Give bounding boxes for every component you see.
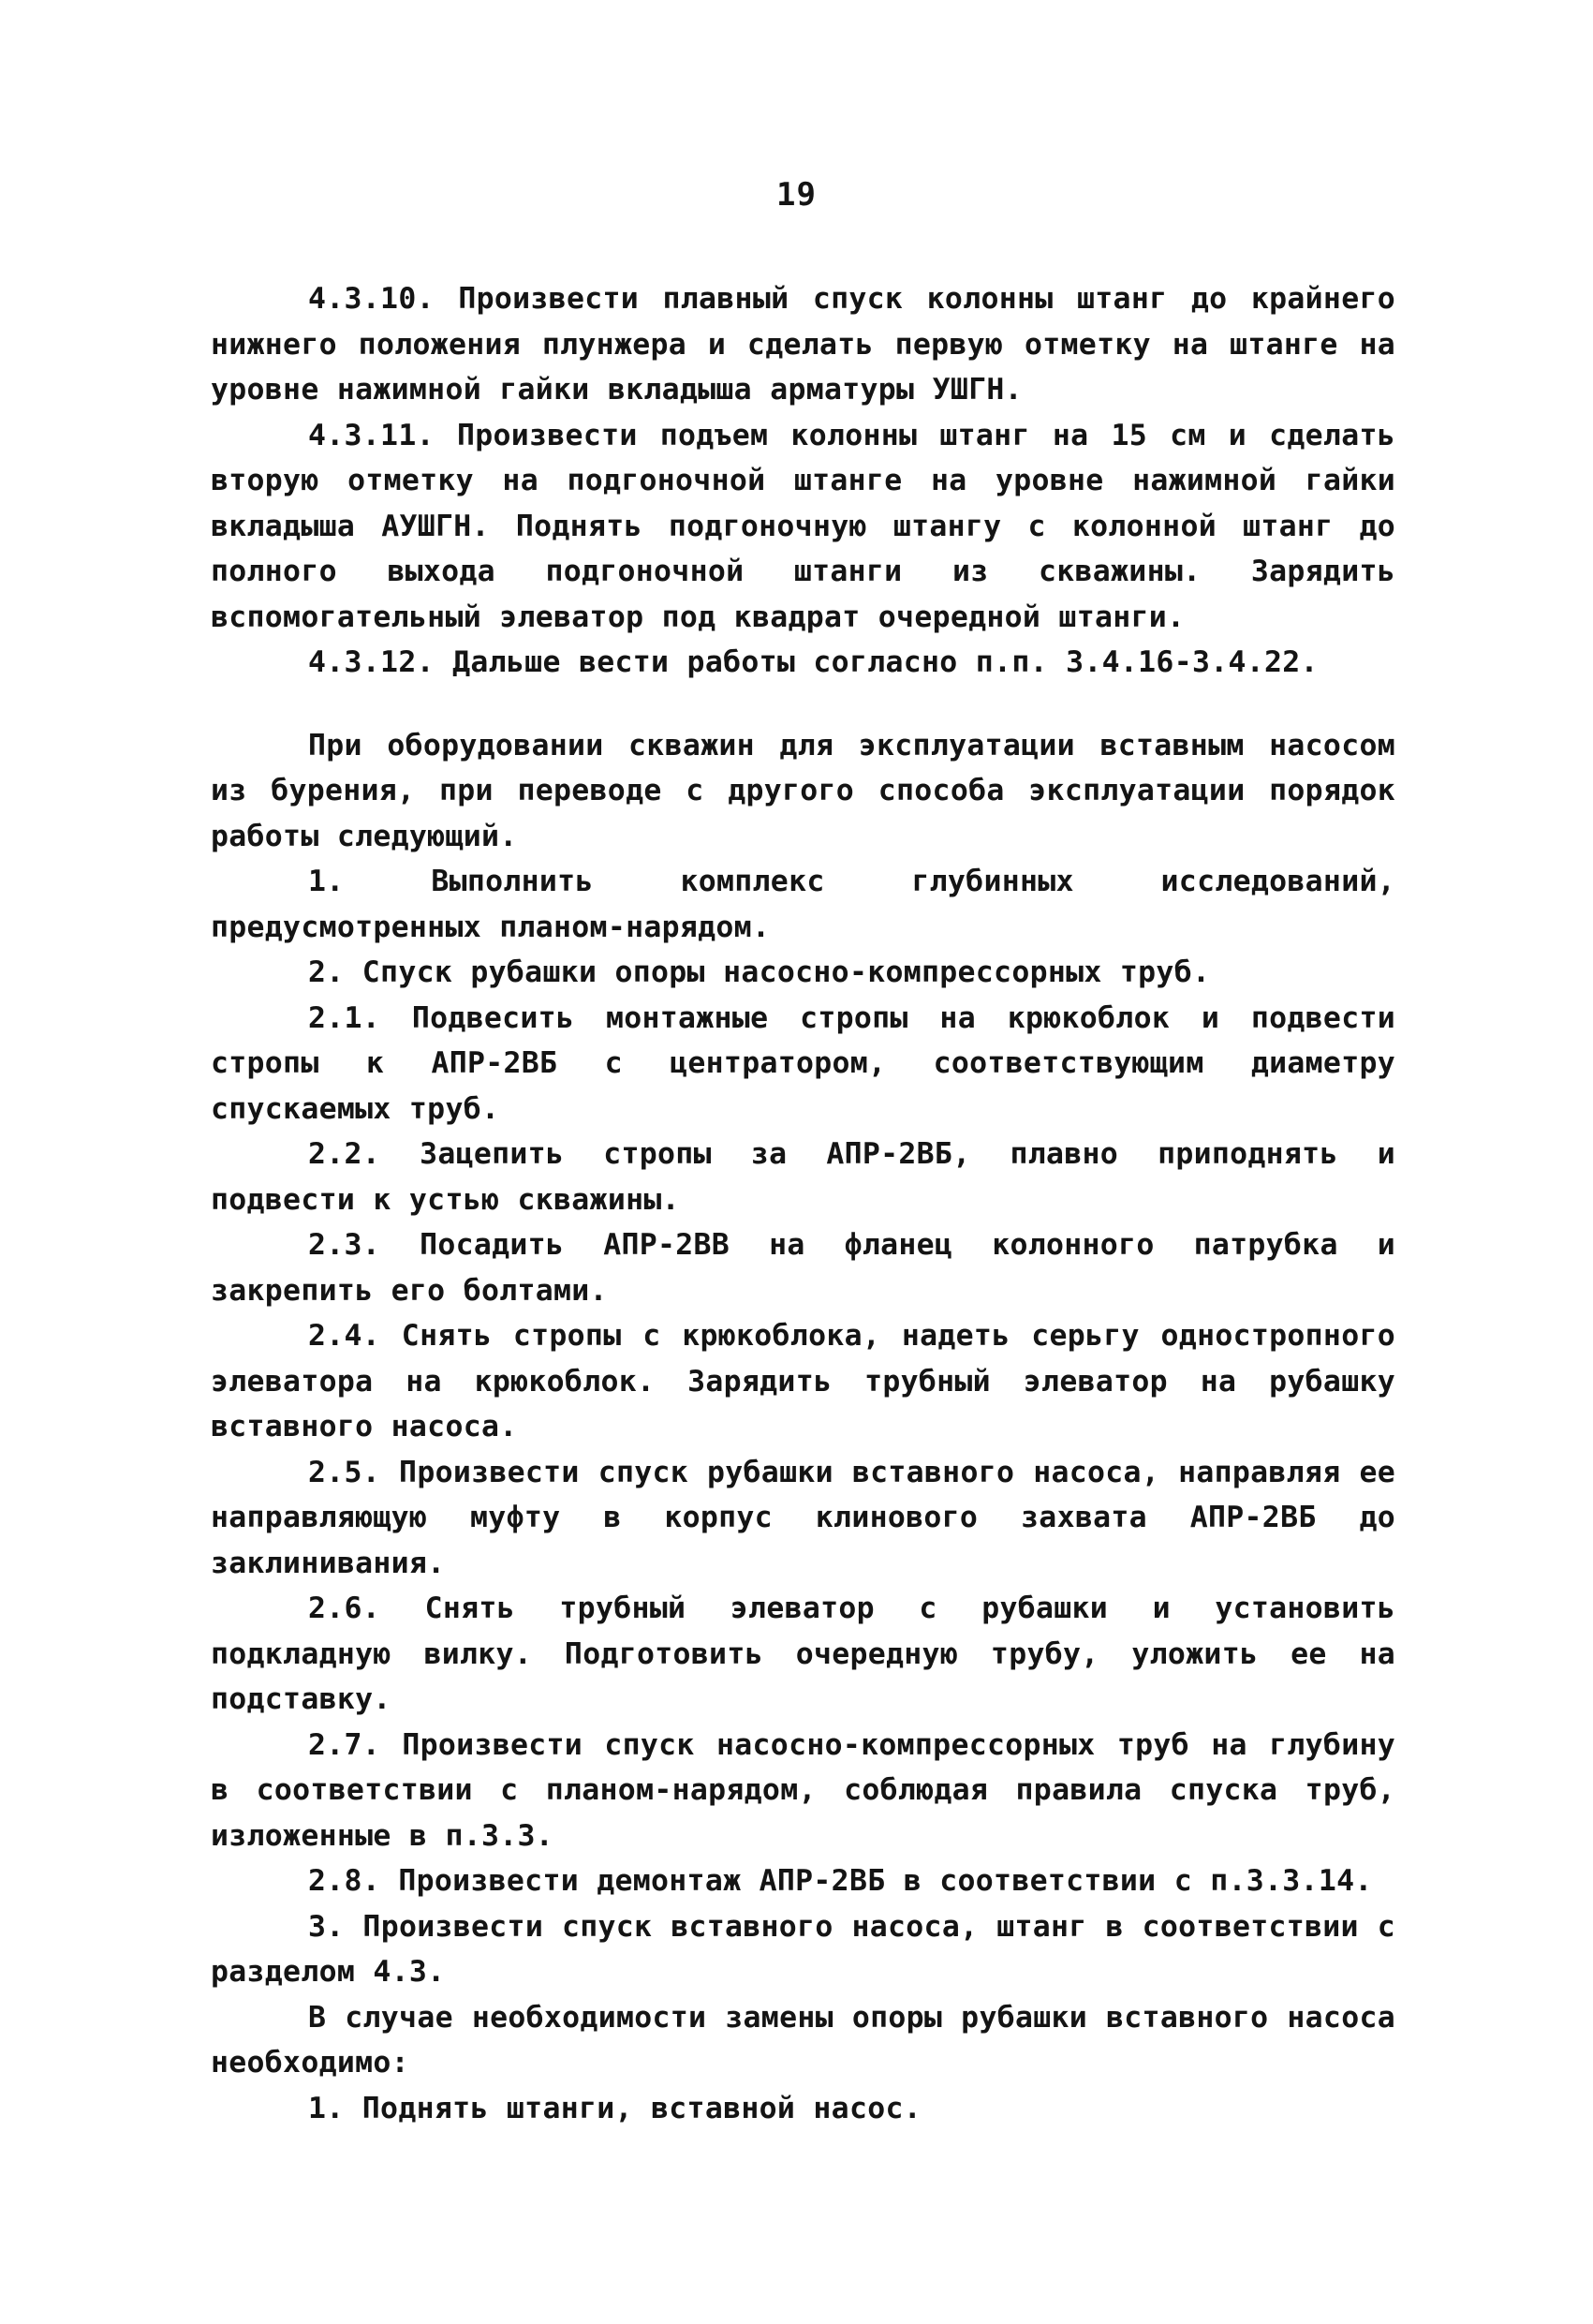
paragraph-step-2-8: 2.8. Произвести демонтаж АПР-2ВБ в соответствии с п.3.3.14. [308,1864,1373,1898]
paragraph-step-2-4: 2.4. Снять стропы с крюкоблока, надеть серьгу однострoпного элеватора на крюкоблок. Зарядить трубный элеватор на рубашку вставного насоса. [211,1319,1395,1443]
paragraph-step-2: 2. Спуск рубашки опоры насосно-компрессорных труб. [308,955,1211,989]
paragraph-step-2-7: 2.7. Произвести спуск насосно-компрессорных труб на глубину в соответствии с планом-нарядом, соблюдая правила спуска труб, изложенные в п.3.3. [211,1727,1395,1853]
paragraph-replacement-step-1: 1. Поднять штанги, вставной насос. [308,2091,922,2125]
paragraph-intro: При оборудовании скважин для эксплуатации вставным насосом из бурения, при переводе с другого способа эксплуатации порядок работы следующий. [211,728,1395,853]
paragraph-4-3-11: 4.3.11. Произвести подъем колонны штанг на 15 см и сделать вторую отметку на подгоночной штанге на уровне нажимной гайки вкладыша АУШГН. Поднять подгоночную штангу с колонной штанг до полного выхода подгоночной штанги из скважины. Зарядить вспомогательный элеватор под квадрат очередной штанги. [211,418,1395,634]
paragraph-step-2-2: 2.2. Зацепить стропы за АПР-2ВБ, плавно приподнять и подвести к устью скважины. [211,1137,1395,1217]
paragraph-step-2-6: 2.6. Снять трубный элеватор с рубашки и установить подкладную вилку. Подготовить очередную трубу, уложить ее на подставку. [211,1591,1395,1716]
paragraph-step-1: 1. Выполнить комплекс глубинных исследований, предусмотренных планом-нарядом. [211,865,1395,944]
paragraph-4-3-10: 4.3.10. Произвести плавный спуск колонны штанг до крайнего нижнего положения плунжера и сделать первую отметку на штанге на уровне нажимной гайки вкладыша арматуры УШГН. [211,282,1395,407]
document-body [211,276,1395,2131]
page-number: 19 [776,176,817,214]
paragraph-gap [211,686,1395,723]
paragraph-step-2-5: 2.5. Произвести спуск рубашки вставного насоса, направляя ее направляющую муфту в корпус клинового захвата АПР-2ВБ до заклинивания. [211,1455,1395,1580]
paragraph-4-3-12: 4.3.12. Дальше вести работы согласно п.п. 3.4.16-3.4.22. [308,645,1319,679]
paragraph-step-3: 3. Произвести спуск вставного насоса, штанг в соответствии с разделом 4.3. [211,1909,1395,1989]
paragraph-replacement-note: В случае необходимости замены опоры рубашки вставного насоса необходимо: [211,2000,1395,2080]
paragraph-step-2-3: 2.3. Посадить АПР-2ВВ на фланец колонного патрубка и закрепить его болтами. [211,1228,1395,1308]
paragraph-step-2-1: 2.1. Подвесить монтажные стропы на крюкоблок и подвести стропы к АПР-2ВБ с центратором, соответствующим диаметру спускаемых труб. [211,1000,1395,1126]
